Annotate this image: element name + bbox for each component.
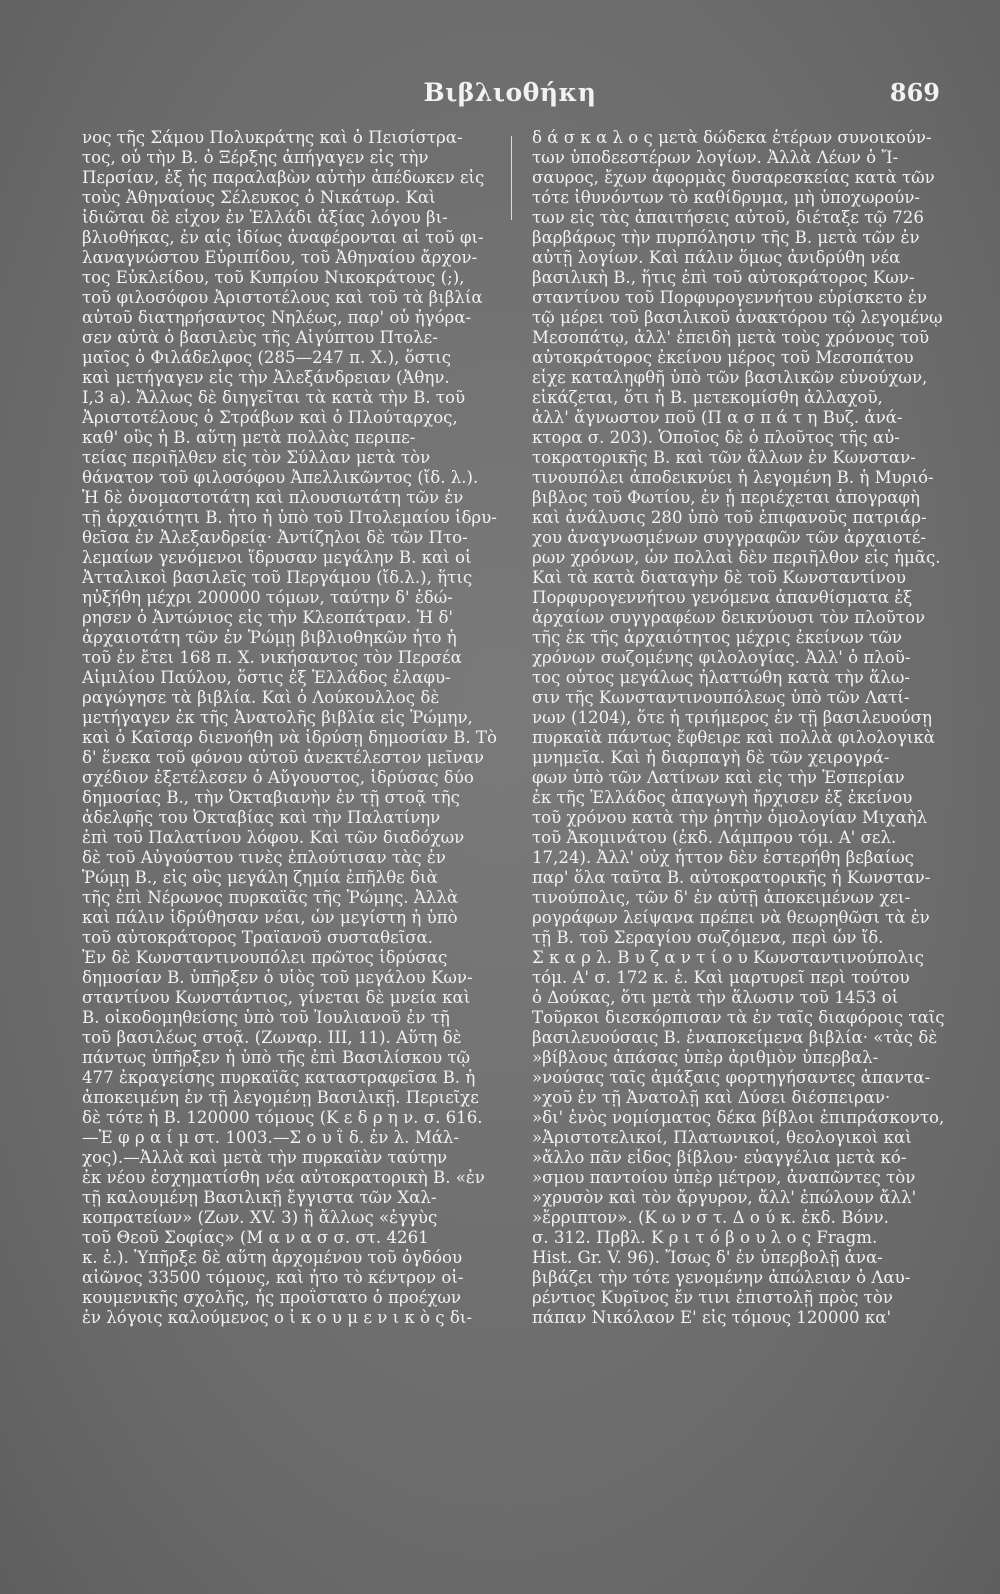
text-line: αὐτοκράτορος ἐκείνου μέρος τοῦ Μεσοπάτου <box>532 348 914 367</box>
text-line: ρων χρόνων, ὧν πολλαὶ δὲν περιῆλθον εἰς ἡμᾶς. <box>532 548 941 567</box>
text-line: καὶ πάλιν ἱδρύθησαν νέαι, ὧν μεγίστη ἡ ὑπὸ <box>82 908 458 927</box>
text-line: Hist. Gr. V. 96). Ἴσως δ' ἐν ὑπερβολῇ ἀνα- <box>532 1248 883 1267</box>
text-line: κ. ἑ.). Ὑπῆρξε δὲ αὕτη ἀρχομένου τοῦ ὀγδόου <box>82 1248 463 1267</box>
text-line: τῆς ἐκ τῆς ἀρχαιότητος μέχρις ἐκείνων τῶν <box>532 628 902 647</box>
text-line: σ. 312. Πρβλ. Κ ρ ι τ ό β ο υ λ ο ς Fragm. <box>532 1228 878 1247</box>
text-line: καὶ ὁ Καῖσαρ διενοήθη νὰ ἱδρύσῃ δημοσίαν Β. Τὸ <box>82 728 497 747</box>
text-line: χος).—Ἀλλὰ καὶ μετὰ τὴν πυρκαϊὰν ταύτην <box>82 1148 448 1167</box>
text-line: Ἐν δὲ Κωνσταντινουπόλει πρῶτος ἱδρύσας <box>82 948 448 967</box>
text-line: κτορα σ. 203). Ὁποῖος δὲ ὁ πλοῦτος τῆς αὐ- <box>532 428 900 447</box>
text-line: τοκρατορικῆς Β. καὶ τῶν ἄλλων ἐν Κωνσταν- <box>532 448 916 467</box>
text-line: ηὐξήθη μέχρι 200000 τόμων, ταύτην δ' ἐδώ- <box>82 588 453 607</box>
text-line: ἀρχαίων συγγραφέων δεικνύουσι τὸν πλοῦτον <box>532 608 926 627</box>
text-line: »χοῦ ἐν τῇ Ἀνατολῇ καὶ Δύσει διέσπειραν· <box>532 1088 891 1107</box>
text-line: τοὺς Ἀθηναίους Σέλευκος ὁ Νικάτωρ. Καὶ <box>82 188 436 207</box>
text-line: ἰδιῶται δὲ εἶχον ἐν Ἑλλάδι ἀξίας λόγου βι- <box>82 208 448 227</box>
text-line: ἐκ τῆς Ἑλλάδος ἀπαγωγὴ ἤρχισεν ἐξ ἐκείνου <box>532 788 913 807</box>
text-line: Ῥώμῃ Β., εἰς οὓς μεγάλη ζημία ἐπῆλθε διὰ <box>82 868 438 887</box>
text-line: Αἰμιλίου Παύλου, ὅστις ἐξ Ἑλλάδος ἐλαφυ- <box>82 668 451 687</box>
text-line: λεμαίων γενόμενοι ἵδρυσαν μεγάλην Β. καὶ οἱ <box>82 548 472 567</box>
text-line: τῆς ἐπὶ Νέρωνος πυρκαϊᾶς τῆς Ῥώμης. Ἀλλὰ <box>82 888 459 907</box>
text-line: ἐκ νέου ἐσχηματίσθη νέα αὐτοκρατορικὴ Β. «ἐν <box>82 1168 485 1187</box>
text-line: μετήγαγεν ἐκ τῆς Ἀνατολῆς βιβλία εἰς Ῥώμην, <box>82 708 473 727</box>
text-line: των ὑποδεεστέρων λογίων. Ἀλλὰ Λέων ὁ Ἴ- <box>532 148 899 167</box>
left-text-column <box>82 128 514 1328</box>
text-line: Ι,3 a). Ἄλλως δὲ διηγεῖται τὰ κατὰ τὴν Β. τοῦ <box>82 388 466 407</box>
text-line: δ ά σ κ α λ ο ς μετὰ δώδεκα ἑτέρων συνοικούν- <box>532 128 932 147</box>
text-line: Ἡ δὲ ὀνομαστοτάτη καὶ πλουσιωτάτη τῶν ἐν <box>82 488 464 507</box>
text-line: τοῦ Θεοῦ Σοφίας» (Μ α ν α σ σ. στ. 4261 <box>82 1228 429 1247</box>
text-line: κουμενικῆς σχολῆς, ἧς προΐστατο ὁ προέχων <box>82 1288 461 1307</box>
text-line: σαυρος, ἔχων ἀφορμὰς δυσαρεσκείας κατὰ τῶν <box>532 168 935 187</box>
text-line: τῇ Β. τοῦ Σεραγίου σωζόμενα, περὶ ὧν ἴδ. <box>532 928 884 947</box>
text-line: μαῖος ὁ Φιλάδελφος (285—247 π. Χ.), ὅστις <box>82 348 451 367</box>
text-line: »νούσας ταῖς ἁμάξαις φορτηγήσαντες ἁπαντα- <box>532 1068 931 1087</box>
running-header <box>80 78 940 114</box>
text-line: »δι' ἑνὸς νομίσματος δέκα βίβλοι ἐπιπράσκοντο, <box>532 1108 945 1127</box>
text-line: θάνατον τοῦ φιλοσόφου Ἀπελλικῶντος (ἴδ. λ.). <box>82 468 479 487</box>
text-line: τινούπολις, τῶν δ' ἐν αὐτῇ ἀποκειμένων χει- <box>532 888 911 907</box>
text-line: ραγώγησε τὰ βιβλία. Καὶ ὁ Λούκουλλος δὲ <box>82 688 440 707</box>
text-line: δὲ τοῦ Αὐγούστου τινὲς ἐπλούτισαν τὰς ἐν <box>82 848 446 867</box>
text-line: εἶχε καταληφθῆ ὑπὸ τῶν βασιλικῶν εὐνούχων, <box>532 368 928 387</box>
text-line: τῷ μέρει τοῦ βασιλικοῦ ἀνακτόρου τῷ λεγομένῳ <box>532 308 943 327</box>
text-line: λαναγνώστου Εὐριπίδου, τοῦ Ἀθηναίου ἄρχον- <box>82 248 478 267</box>
text-line: »ἄλλο πᾶν εἶδος βίβλου· εὐαγγέλια μετὰ κό- <box>532 1148 907 1167</box>
text-line: τοῦ χρόνου κατὰ τὴν ῥητὴν ὁμολογίαν Μιχαὴλ <box>532 808 928 827</box>
text-line: κοπρατείων» (Ζων. XV. 3) ἢ ἄλλως «ἐγγὺς <box>82 1208 438 1227</box>
text-line: τῇ ἀρχαιότητι Β. ἦτο ἡ ὑπὸ τοῦ Πτολεμαίου ἱδρυ- <box>82 508 497 527</box>
text-line: πάντως ὑπῆρξεν ἡ ὑπὸ τῆς ἐπὶ Βασιλίσκου τῷ <box>82 1048 471 1067</box>
text-line: »ἔρριπτον». (Κ ω ν σ τ. Δ ο ύ κ. ἐκδ. Βόνν. <box>532 1208 889 1227</box>
text-line: Περσίαν, ἐξ ἧς παραλαβὼν αὐτὴν ἀπέδωκεν εἰς <box>82 168 485 187</box>
text-line: ἀλλ' ἄγνωστον ποῦ (Π α σ π ά τ η Βυζ. ἀνά- <box>532 408 903 427</box>
text-line: καθ' οὓς ἡ Β. αὕτη μετὰ πολλὰς περιπε- <box>82 428 416 447</box>
text-line: σταντίνου τοῦ Πορφυρογεννήτου εὑρίσκετο ἐν <box>532 288 927 307</box>
text-line: καὶ μετήγαγεν εἰς τὴν Ἀλεξάνδρειαν (Ἀθην. <box>82 368 450 387</box>
column-divider <box>511 136 512 220</box>
text-line: τότε ἰθυνόντων τὸ καθίδρυμα, μὴ ὑποχωρούν- <box>532 188 921 207</box>
text-line: δημοσίας Β., τὴν Ὀκταβιανὴν ἐν τῇ στοᾷ τῆς <box>82 788 460 807</box>
text-line: πάπαν Νικόλαον Ε' εἰς τόμους 120000 κα' <box>532 1308 892 1327</box>
text-line: τοῦ ἐν ἔτει 168 π. Χ. νικήσαντος τὸν Περσέα <box>82 648 462 667</box>
text-line: Τοῦρκοι διεσκόρπισαν τὰ ἐν ταῖς διαφόροις ταῖς <box>532 1008 945 1027</box>
text-line: ἐν λόγοις καλούμενος ο ἰ κ ο υ μ ε ν ι κ ὸ ς δι- <box>82 1308 472 1327</box>
text-line: τοῦ βασιλέως στοᾷ. (Ζωναρ. III, 11). Αὕτη δὲ <box>82 1028 462 1047</box>
text-line: σιν τῆς Κωνσταντινουπόλεως ὑπὸ τῶν Λατί- <box>532 688 910 707</box>
text-line: 17,24). Ἀλλ' οὐχ ἧττον δὲν ἐστερήθη βεβαίως <box>532 848 914 867</box>
text-line: βιβλος τοῦ Φωτίου, ἐν ᾗ περιέχεται ἀπογραφὴ <box>532 488 920 507</box>
text-line: ἀδελφῆς του Ὀκταβίας καὶ τὴν Παλατίνην <box>82 808 441 827</box>
text-line: τόμ. Α' σ. 172 κ. ἑ. Καὶ μαρτυρεῖ περὶ τούτου <box>532 968 910 987</box>
text-line: βασιλικὴ Β., ἥτις ἐπὶ τοῦ αὐτοκράτορος Κων- <box>532 268 915 287</box>
text-line: ρογράφων λείψανα πρέπει νὰ θεωρηθῶσι τὰ ἐν <box>532 908 930 927</box>
text-line: εἰκάζεται, ὅτι ἡ Β. μετεκομίσθη ἀλλαχοῦ, <box>532 388 883 407</box>
text-line: Μεσοπάτῳ, ἀλλ' ἐπειδὴ μετὰ τοὺς χρόνους τοῦ <box>532 328 930 347</box>
text-line: 477 ἐκραγείσης πυρκαϊᾶς καταστραφεῖσα Β. ἡ <box>82 1068 476 1087</box>
text-line: των εἰς τὰς ἀπαιτήσεις αὐτοῦ, διέταξε τῷ 726 <box>532 208 924 227</box>
text-line: ἀποκειμένη ἐν τῇ λεγομένῃ Βασιλικῇ. Περιεῖχε <box>82 1088 479 1107</box>
text-line: τος Εὐκλείδου, τοῦ Κυπρίου Νικοκράτους (;), <box>82 268 465 287</box>
text-line: ἐπὶ τοῦ Παλατίνου λόφου. Καὶ τῶν διαδόχων <box>82 828 465 847</box>
text-line: »σμου παντοίου ὑπὲρ μέτρον, ἀναπῶντες τὸν <box>532 1168 916 1187</box>
text-line: αὐτοῦ διατηρήσαντος Νηλέως, παρ' οὗ ἠγόρα- <box>82 308 472 327</box>
text-line: χρόνων σωζομένης φιλολογίας. Ἀλλ' ὁ πλοῦ- <box>532 648 911 667</box>
text-line: βλιοθήκας, ἐν αἷς ἰδίως ἀναφέρονται αἱ τοῦ φι- <box>82 228 484 247</box>
text-line: Β. οἰκοδομηθείσης ὑπὸ τοῦ Ἰουλιανοῦ ἐν τῇ <box>82 1008 450 1027</box>
page-number: 869 <box>889 78 940 107</box>
text-line: σχέδιον ἐξετέλεσεν ὁ Αὔγουστος, ἱδρύσας δύο <box>82 768 474 787</box>
text-line: τοῦ Ἀκομινάτου (ἐκδ. Λάμπρου τόμ. Α' σελ. <box>532 828 897 847</box>
text-line: χου ἀναγνωσμένων συγγραφῶν τῶν ἀρχαιοτέ- <box>532 528 927 547</box>
text-line: ρέντιος Κυρῖνος ἔν τινι ἐπιστολῇ πρὸς τὸν <box>532 1288 893 1307</box>
text-line: δὲ τότε ἡ Β. 120000 τόμους (Κ ε δ ρ η ν. σ. 616. <box>82 1108 483 1127</box>
text-line: δ' ἕνεκα τοῦ φόνου αὐτοῦ ἀνεκτέλεστον μεῖναν <box>82 748 484 767</box>
text-line: τοῦ αὐτοκράτορος Τραϊανοῦ συσταθεῖσα. <box>82 928 434 947</box>
text-line: μνημεῖα. Καὶ ἡ διαρπαγὴ δὲ τῶν χειρογρά- <box>532 748 890 767</box>
page-title: Βιβλιοθήκη <box>423 78 597 107</box>
text-line: τῇ καλουμένῃ Βασιλικῇ ἔγγιστα τῶν Χαλ- <box>82 1188 437 1207</box>
text-line: —Ἐ φ ρ α ί μ στ. 1003.—Σ ο υ ΐ δ. ἐν λ. Μάλ- <box>82 1128 460 1147</box>
text-line: »χρυσὸν καὶ τὸν ἄργυρον, ἄλλ' ἐπώλουν ἄλλ' <box>532 1188 917 1207</box>
text-line: Σ κ α ρ λ. Β υ ζ α ν τ ί ο υ Κωνσταντινούπολις <box>532 948 924 967</box>
text-line: τοῦ φιλοσόφου Ἀριστοτέλους καὶ τοῦ τὰ βιβλία <box>82 288 483 307</box>
text-line: παρ' ὅλα ταῦτα Β. αὐτοκρατορικῆς ἡ Κωνσταν- <box>532 868 931 887</box>
right-text-column <box>532 128 966 1328</box>
text-line: τος, οὗ τὴν Β. ὁ Ξέρξης ἀπήγαγεν εἰς τὴν <box>82 148 429 167</box>
text-line: νος τῆς Σάμου Πολυκράτης καὶ ὁ Πεισίστρα- <box>82 128 463 147</box>
text-line: βιβάζει τὴν τότε γενομένην ἀπώλειαν ὁ Λαυ- <box>532 1268 911 1287</box>
text-line: σταντίνου Κωνστάντιος, γίνεται δὲ μνεία καὶ <box>82 988 471 1007</box>
text-line: πυρκαϊὰ πάντως ἔφθειρε καὶ πολλὰ φιλολογικὰ <box>532 728 935 747</box>
text-line: ἀρχαιοτάτη τῶν ἐν Ῥώμῃ βιβλιοθηκῶν ἦτο ἡ <box>82 628 457 647</box>
text-line: τείας περιῆλθεν εἰς τὸν Σύλλαν μετὰ τὸν <box>82 448 431 467</box>
text-line: αἰῶνος 33500 τόμους, καὶ ἦτο τὸ κέντρον οἰ- <box>82 1268 464 1287</box>
text-line: σεν αὐτὰ ὁ βασιλεὺς τῆς Αἰγύπτου Πτολε- <box>82 328 438 347</box>
text-line: νων (1204), ὅτε ἡ τριήμερος ἐν τῇ βασιλευούσῃ <box>532 708 932 727</box>
text-line: δημοσίαν Β. ὑπῆρξεν ὁ υἱὸς τοῦ μεγάλου Κων- <box>82 968 473 987</box>
text-line: βαρβάρως τὴν πυρπόλησιν τῆς Β. μετὰ τῶν ἐν <box>532 228 920 247</box>
text-line: τος οὗτος μεγάλως ἠλαττώθη κατὰ τὴν ἅλω- <box>532 668 911 687</box>
text-line: ὁ Δούκας, ὅτι μετὰ τὴν ἅλωσιν τοῦ 1453 οἱ <box>532 988 899 1007</box>
text-line: βασιλευούσαις Β. ἐναποκείμενα βιβλία· «τὰς δὲ <box>532 1028 938 1047</box>
text-line: ρησεν ὁ Ἀντώνιος εἰς τὴν Κλεοπάτραν. Ἡ δ' <box>82 608 454 627</box>
text-line: Καὶ τὰ κατὰ διαταγὴν δὲ τοῦ Κωνσταντίνου <box>532 568 906 587</box>
text-line: καὶ ἀνάλυσις 280 ὑπὸ τοῦ ἐπιφανοῦς πατριάρ- <box>532 508 927 527</box>
text-line: αὐτῇ λογίων. Καὶ πάλιν ὅμως ἀνιδρύθη νέα <box>532 248 901 267</box>
text-line: Πορφυρογεννήτου γενόμενα ἀπανθίσματα ἐξ <box>532 588 913 607</box>
text-line: φων ὑπὸ τῶν Λατίνων καὶ εἰς τὴν Ἑσπερίαν <box>532 768 905 787</box>
text-line: Ἀριστοτέλους ὁ Στράβων καὶ ὁ Πλούταρχος, <box>82 408 458 427</box>
text-line: θεῖσα ἐν Ἀλεξανδρείᾳ· Ἀντίζηλοι δὲ τῶν Πτο- <box>82 528 468 547</box>
text-line: Ἀτταλικοὶ βασιλεῖς τοῦ Περγάμου (ἴδ.λ.), ἥτις <box>82 568 473 587</box>
text-line: τινουπόλει ἀποδεικνύει ἡ λεγομένη Β. ἡ Μυριό- <box>532 468 934 487</box>
text-line: »βίβλους ἀπάσας ὑπὲρ ἀριθμὸν ὑπερβαλ- <box>532 1048 879 1067</box>
text-line: »Ἀριστοτελικοί, Πλατωνικοί, θεολογικοὶ καὶ <box>532 1128 912 1147</box>
